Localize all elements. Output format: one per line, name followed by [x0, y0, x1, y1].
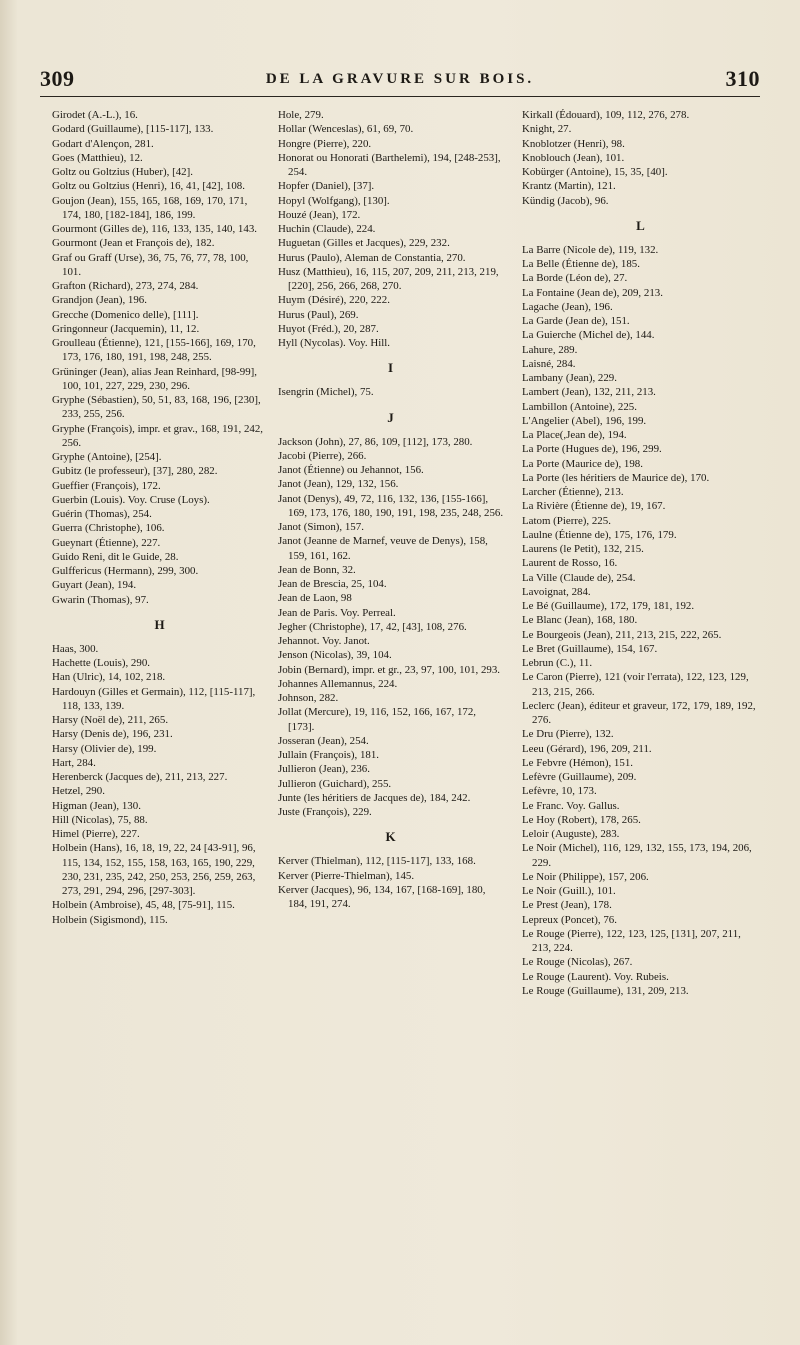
index-entry: Hill (Nicolas), 75, 88. [52, 813, 148, 826]
index-entry: Johannes Allemannus, 224. [278, 677, 398, 690]
index-entry: Knoblouch (Jean), 101. [522, 151, 625, 164]
index-entry: Le Franc. Voy. Gallus. [522, 799, 620, 812]
index-entry: Jacobi (Pierre), 266. [278, 449, 367, 462]
index-entry: Hurus (Paulo), Aleman de Constantia, 270. [278, 251, 466, 264]
index-entry: Guerra (Christophe), 106. [52, 522, 165, 535]
index-entry: La Porte (Hugues de), 196, 299. [522, 443, 662, 456]
index-entry: Gwarin (Thomas), 97. [52, 593, 149, 606]
index-entry: Groulleau (Étienne), 121, [155-166], 169, 170, 173, 176, 180, 191, 198, 248, 255. [52, 337, 256, 364]
index-entry: Guyart (Jean), 194. [52, 579, 137, 592]
index-entry: L'Angelier (Abel), 196, 199. [522, 414, 647, 427]
index-entry: Hongre (Pierre), 220. [278, 137, 372, 150]
index-entry: Kerver (Thielman), 112, [115-117], 133, 168. [278, 855, 476, 868]
index-entry: Harsy (Denis de), 196, 231. [52, 728, 173, 741]
index-entry: Gourmont (Jean et François de), 182. [52, 237, 215, 250]
index-entry: Hart, 284. [52, 756, 96, 769]
index-entry: Huym (Désiré), 220, 222. [278, 294, 390, 307]
index-entry: Kobürger (Antoine), 15, 35, [40]. [522, 166, 668, 178]
index-entry: Harsy (Noël de), 211, 265. [52, 714, 169, 726]
index-entry: Gourmont (Gilles de), 116, 133, 135, 140, 143. [52, 223, 257, 235]
index-entry: Lebrun (C.), 11. [522, 657, 593, 669]
index-entry: Jullain (François), 181. [278, 749, 380, 761]
index-entry: Kerver (Pierre-Thielman), 145. [278, 869, 415, 882]
index-columns [52, 108, 768, 1228]
index-entry: Janot (Simon), 157. [278, 521, 364, 533]
index-entry: Hardouyn (Gilles et Germain), 112, [115-117], 118, 133, 139. [52, 685, 256, 712]
index-entry: La Rivière (Étienne de), 19, 167. [522, 500, 666, 513]
index-entry: Laisné, 284. [522, 357, 576, 370]
index-entry: Jean de Laon, 98 [278, 592, 352, 605]
index-entry: Goltz ou Goltzius (Henri), 16, 41, [42], 108. [52, 180, 245, 193]
index-entry: Juste (François), 229. [278, 806, 372, 818]
index-entry: Jollat (Mercure), 19, 116, 152, 166, 167, 172, [173]. [278, 706, 477, 733]
index-entry: La Guierche (Michel de), 144. [522, 329, 655, 342]
index-entry: Le Prest (Jean), 178. [522, 899, 612, 912]
index-entry: Huguetan (Gilles et Jacques), 229, 232. [278, 237, 450, 250]
index-entry: Le Hoy (Robert), 178, 265. [522, 813, 641, 826]
index-entry: Jean de Paris. Voy. Perreal. [278, 606, 396, 619]
index-entry: Himel (Pierre), 227. [52, 828, 140, 840]
index-entry: Goltz ou Goltzius (Huber), [42]. [52, 166, 193, 178]
index-entry: La Porte (Maurice de), 198. [522, 457, 643, 470]
section-letter: K [385, 829, 397, 845]
index-entry: Grafton (Richard), 273, 274, 284. [52, 280, 199, 292]
index-entry: Holbein (Sigismond), 115. [52, 913, 168, 926]
index-entry: Le Bé (Guillaume), 172, 179, 181, 192. [522, 600, 695, 612]
index-entry: Grüninger (Jean), alias Jean Reinhard, [98-99], 100, 101, 227, 229, 230, 296. [52, 365, 258, 392]
index-entry: La Garde (Jean de), 151. [522, 315, 630, 327]
index-entry: Knight, 27. [522, 123, 572, 136]
index-entry: Grecche (Domenico delle), [111]. [52, 308, 199, 321]
index-entry: Holbein (Hans), 16, 18, 19, 22, 24 [43-91], 96, 115, 134, 152, 155, 158, 163, 165, 190, 229, 230, 231, 235, 242, 250, 253, 256, 259, 263, 273, 291, 294, 296, [297-303]. [52, 842, 256, 897]
index-entry: Isengrin (Michel), 75. [278, 386, 374, 399]
index-entry: Lefèvre (Guillaume), 209. [522, 771, 637, 783]
index-column-3 [512, 108, 768, 1228]
index-entry: La Place(,Jean de), 194. [522, 429, 627, 441]
index-entry: Lepreux (Poncet), 76. [522, 913, 617, 926]
index-entry: Lavoignat, 284. [522, 585, 591, 598]
index-entry: La Belle (Étienne de), 185. [522, 258, 640, 270]
index-entry: Le Noir (Guill.), 101. [522, 885, 616, 897]
index-entry: Knoblotzer (Henri), 98. [522, 137, 625, 150]
index-entry: Junte (les héritiers de Jacques de), 184, 242. [278, 791, 471, 804]
index-entry: Goujon (Jean), 155, 165, 168, 169, 170, 171, 174, 180, [182-184], 186, 199. [52, 194, 248, 221]
index-entry: Jobin (Bernard), impr. et gr., 23, 97, 100, 101, 293. [278, 663, 501, 676]
index-entry: Hopfer (Daniel), [37]. [278, 180, 375, 193]
index-entry: Laulne (Étienne de), 175, 176, 179. [522, 528, 677, 541]
index-entry: Lambillon (Antoine), 225. [522, 400, 637, 413]
index-entry: La Barre (Nicole de), 119, 132. [522, 243, 659, 256]
index-entry: Leeu (Gérard), 196, 209, 211. [522, 742, 652, 755]
index-entry: Huyot (Fréd.), 20, 287. [278, 322, 379, 335]
index-entry: Josseran (Jean), 254. [278, 734, 369, 747]
index-entry: Janot (Jean), 129, 132, 156. [278, 478, 399, 491]
index-entry: Guerbin (Louis). Voy. Cruse (Loys). [52, 493, 210, 506]
index-entry: Le Rouge (Nicolas), 267. [522, 956, 633, 969]
index-entry: Hetzel, 290. [52, 785, 105, 798]
index-entry: Le Rouge (Pierre), 122, 123, 125, [131], 207, 211, 213, 224. [522, 927, 741, 954]
index-entry: Le Rouge (Laurent). Voy. Rubeis. [522, 970, 669, 983]
index-entry: Jean de Brescia, 25, 104. [278, 578, 387, 590]
index-entry: Le Febvre (Hémon), 151. [522, 756, 633, 769]
index-entry: Lahure, 289. [522, 343, 578, 356]
index-entry: Janot (Jeanne de Marnef, veuve de Denys), 158, 159, 161, 162. [278, 535, 488, 562]
page-number-left: 309 [40, 66, 75, 91]
index-entry: La Porte (les héritiers de Maurice de), 170. [522, 471, 710, 484]
index-entry: Honorat ou Honorati (Barthelemi), 194, [248-253], 254. [278, 151, 501, 178]
index-entry: Gryphe (Sébastien), 50, 51, 83, 168, 196, [230], 233, 255, 256. [52, 394, 261, 421]
index-entry: Le Noir (Philippe), 157, 206. [522, 870, 649, 883]
page-number-right: 310 [725, 66, 760, 91]
page-header [40, 62, 760, 97]
index-entry: Lambany (Jean), 229. [522, 372, 617, 384]
index-entry: Jegher (Christophe), 17, 42, [43], 108, 276. [278, 620, 467, 633]
index-entry: Gueffier (François), 172. [52, 479, 161, 492]
index-entry: Gringonneur (Jacquemin), 11, 12. [52, 322, 200, 335]
index-entry: Gryphe (Antoine), [254]. [52, 451, 162, 463]
index-entry: La Fontaine (Jean de), 209, 213. [522, 286, 663, 299]
index-entry: Hollar (Wenceslas), 61, 69, 70. [278, 123, 414, 136]
index-entry: Houzé (Jean), 172. [278, 208, 361, 221]
running-title: DE LA GRAVURE SUR BOIS. [265, 70, 535, 87]
index-entry: Hurus (Paul), 269. [278, 308, 359, 321]
index-entry: Hachette (Louis), 290. [52, 657, 150, 669]
index-entry: Leloir (Auguste), 283. [522, 828, 620, 840]
index-entry: Girodet (A.-L.), 16. [52, 109, 138, 121]
index-entry: Godard (Guillaume), [115-117], 133. [52, 123, 214, 136]
index-entry: Graf ou Graff (Urse), 36, 75, 76, 77, 78, 100, 101. [52, 251, 249, 278]
index-entry: Hole, 279. [278, 109, 324, 121]
index-entry: Janot (Denys), 49, 72, 116, 132, 136, [155-166], 169, 173, 176, 180, 190, 191, 198, 235, 248, 256. [278, 492, 504, 519]
index-entry: Jullieron (Guichard), 255. [278, 777, 392, 790]
index-entry: Hyll (Nycolas). Voy. Hill. [278, 337, 391, 349]
index-entry: Jullieron (Jean), 236. [278, 763, 370, 776]
index-entry: Lagache (Jean), 196. [522, 300, 613, 313]
index-entry: Huchin (Claude), 224. [278, 223, 376, 235]
index-entry: Kündig (Jacob), 96. [522, 194, 609, 207]
index-entry: Laurens (le Petit), 132, 215. [522, 543, 644, 555]
index-entry: Le Dru (Pierre), 132. [522, 728, 614, 741]
index-entry: Gueynart (Étienne), 227. [52, 536, 161, 549]
index-entry: Harsy (Olivier de), 199. [52, 742, 157, 755]
index-entry: Gubitz (le professeur), [37], 280, 282. [52, 465, 218, 478]
index-entry: La Ville (Claude de), 254. [522, 571, 636, 584]
index-entry: Guérin (Thomas), 254. [52, 508, 152, 520]
index-entry: Krantz (Martin), 121. [522, 180, 616, 193]
index-entry: Husz (Matthieu), 16, 115, 207, 209, 211, 213, 219, [220], 256, 266, 268, 270. [278, 265, 499, 292]
index-entry: Jenson (Nicolas), 39, 104. [278, 649, 392, 662]
index-entry: Holbein (Ambroise), 45, 48, [75-91], 115. [52, 899, 235, 912]
index-column-1 [52, 108, 276, 1228]
index-entry: Le Bret (Guillaume), 154, 167. [522, 642, 658, 655]
index-entry: Jehannot. Voy. Janot. [278, 635, 370, 647]
index-entry: Le Noir (Michel), 116, 129, 132, 155, 173, 194, 206, 229. [522, 842, 752, 869]
index-column-2 [276, 108, 512, 1228]
index-entry: Gryphe (François), impr. et grav., 168, 191, 242, 256. [52, 422, 264, 449]
index-entry: Lefèvre, 10, 173. [522, 785, 597, 798]
index-entry: Kirkall (Édouard), 109, 112, 276, 278. [522, 109, 690, 121]
index-entry: Le Blanc (Jean), 168, 180. [522, 614, 638, 627]
section-letter: I [387, 360, 395, 376]
index-entry: Han (Ulric), 14, 102, 218. [52, 671, 166, 684]
index-entry: Jean de Bonn, 32. [278, 563, 356, 576]
index-entry: Le Rouge (Guillaume), 131, 209, 213. [522, 984, 689, 997]
index-entry: Johnson, 282. [278, 692, 339, 704]
section-letter: L [636, 217, 646, 233]
index-entry: Latom (Pierre), 225. [522, 514, 611, 527]
index-entry: Gulffericus (Hermann), 299, 300. [52, 565, 199, 577]
index-entry: Goes (Matthieu), 12. [52, 151, 143, 164]
index-entry: Guido Reni, dit le Guide, 28. [52, 550, 179, 563]
index-entry: Kerver (Jacques), 96, 134, 167, [168-169], 180, 184, 191, 274. [278, 883, 486, 910]
section-letter: J [387, 409, 395, 425]
index-entry: Le Bourgeois (Jean), 211, 213, 215, 222, 265. [522, 628, 722, 641]
index-entry: La Borde (Léon de), 27. [522, 272, 628, 285]
index-entry: Hopyl (Wolfgang), [130]. [278, 194, 390, 207]
index-entry: Leclerc (Jean), éditeur et graveur, 172, 179, 189, 192, 276. [522, 699, 756, 726]
index-entry: Higman (Jean), 130. [52, 799, 141, 812]
index-entry: Larcher (Étienne), 213. [522, 486, 624, 498]
index-entry: Haas, 300. [52, 642, 99, 655]
index-entry: Laurent de Rosso, 16. [522, 557, 618, 570]
index-entry: Herenberck (Jacques de), 211, 213, 227. [52, 771, 228, 783]
index-entry: Lambert (Jean), 132, 211, 213. [522, 386, 656, 399]
section-letter: H [154, 616, 166, 632]
index-entry: Janot (Étienne) ou Jehannot, 156. [278, 464, 424, 476]
index-entry: Grandjon (Jean), 196. [52, 294, 147, 307]
index-entry: Le Caron (Pierre), 121 (voir l'errata), 122, 123, 129, 213, 215, 266. [522, 671, 749, 698]
index-entry: Godart d'Alençon, 281. [52, 137, 154, 150]
index-entry: Jackson (John), 27, 86, 109, [112], 173, 280. [278, 435, 473, 448]
